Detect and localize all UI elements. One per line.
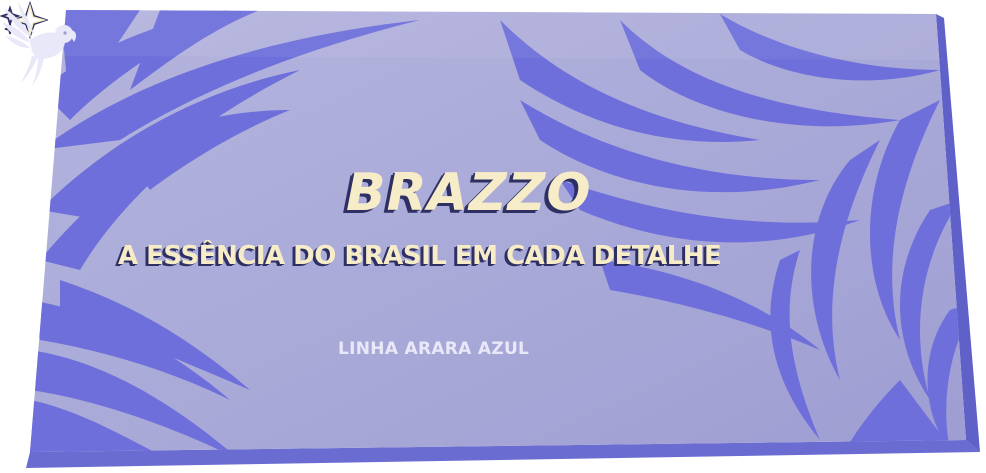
tagline: A ESSÊNCIA DO BRASIL EM CADA DETALHE xyxy=(118,241,722,271)
lid-sheen xyxy=(62,10,940,60)
line-label: LINHA ARARA AZUL xyxy=(338,339,530,359)
brand-title: BRAZZO xyxy=(346,163,592,223)
macaw-icon xyxy=(0,0,80,86)
